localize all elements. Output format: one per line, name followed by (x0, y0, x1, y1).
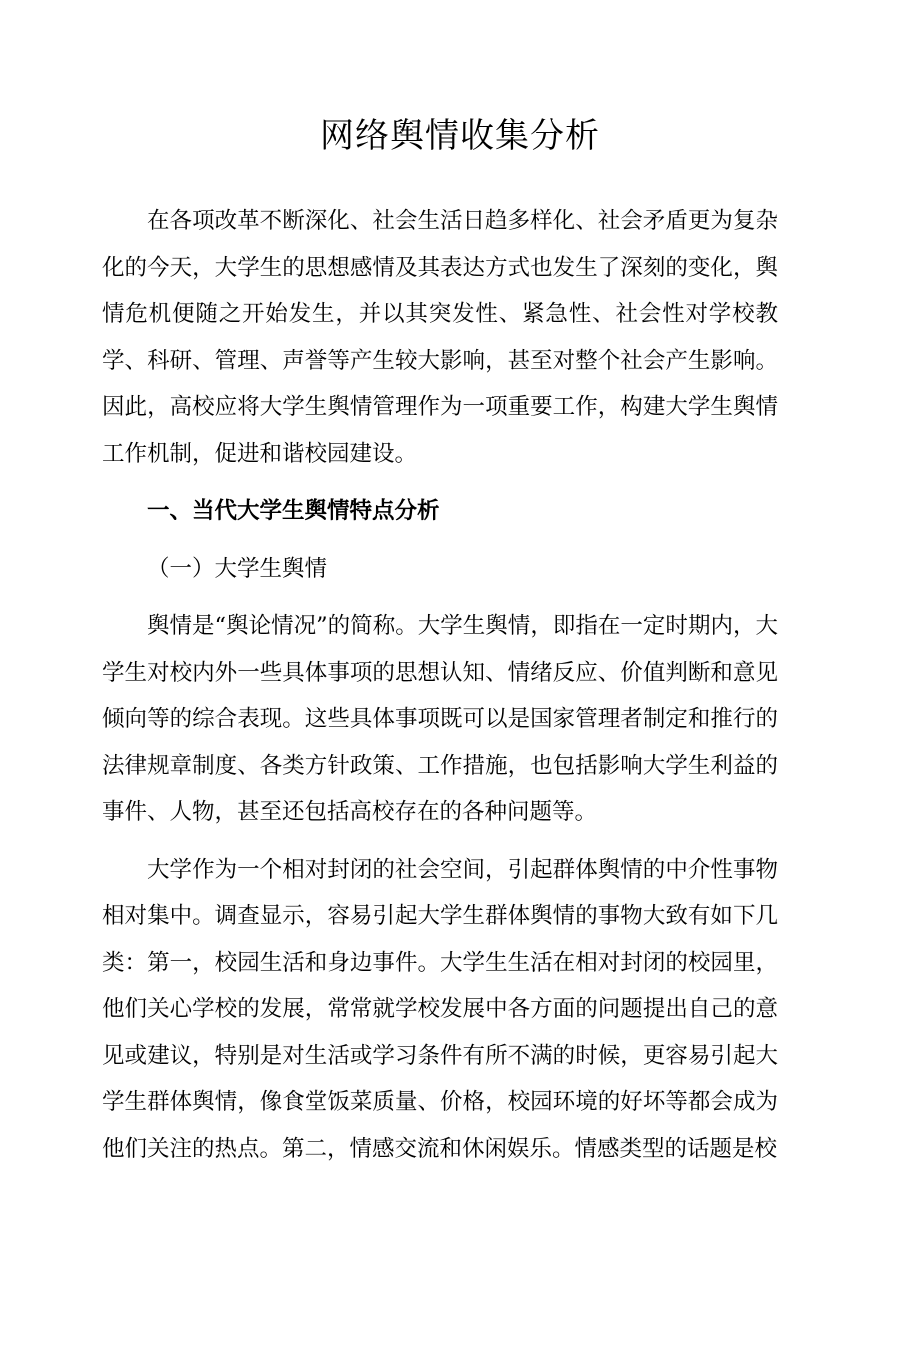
section-heading: 一、当代大学生舆情特点分析 (147, 498, 440, 524)
campus-paragraph: 大学作为一个相对封闭的社会空间，引起群体舆情的中介性事物相对集中。调查显示，容易引起大学生群体舆情的事物大致有如下几类：第一，校园生活和身边事件。大学生生活在相对封闭的校园里，他们关心学校的发展，常常就学校发展中各方面的问题提出自己的意见或建议，特别是对生活或学习条件有所不满的时候，更容易引起大学生群体舆情，像食堂饭菜质量、价格，校园环境的好坏等都会成为他们关注的热点。第二，情感交流和休闲娱乐。情感类型的话题是校 (102, 856, 778, 1162)
definition-paragraph: 舆情是“舆论情况”的简称。大学生舆情，即指在一定时期内，大学生对校内外一些具体事项的思想认知、情绪反应、价值判断和意见倾向等的综合表现。这些具体事项既可以是国家管理者制定和推行的法律规章制度、各类方针政策、工作措施，也包括影响大学生利益的事件、人物，甚至还包括高校存在的各种问题等。 (102, 613, 778, 825)
page-title: 网络舆情收集分析 (320, 116, 600, 156)
document-body (102, 198, 778, 1172)
intro-paragraph: 在各项改革不断深化、社会生活日趋多样化、社会矛盾更为复杂化的今天，大学生的思想感情及其表达方式也发生了深刻的变化，舆情危机便随之开始发生，并以其突发性、紧急性、社会性对学校教学、科研、管理、声誉等产生较大影响，甚至对整个社会产生影响。因此，高校应将大学生舆情管理作为一项重要工作，构建大学生舆情工作机制，促进和谐校园建设。 (102, 208, 778, 467)
subsection-heading: （一）大学生舆情 (147, 555, 328, 582)
